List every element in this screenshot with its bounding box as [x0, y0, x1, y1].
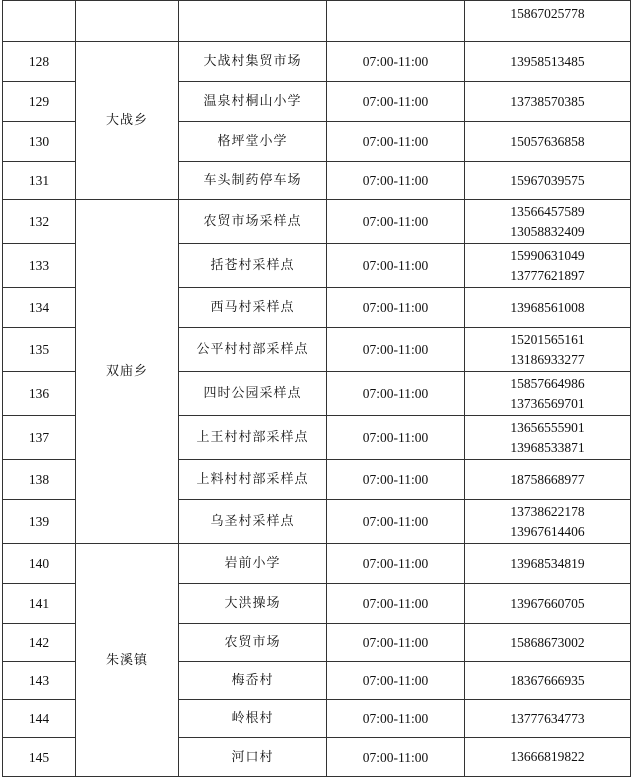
site-cell: 车头制药停车场: [179, 162, 327, 200]
table-row: [3, 42, 631, 82]
time-cell: 07:00-11:00: [327, 738, 465, 777]
phone-cell: [465, 42, 631, 82]
site-cell: 西马村采样点: [179, 288, 327, 328]
phone-number: 15057636858: [510, 133, 585, 149]
time-cell: 07:00-11:00: [327, 122, 465, 162]
row-number-cell: 133: [3, 244, 76, 288]
township-cell: 朱溪镇: [76, 544, 179, 777]
township-cell: 大战乡: [76, 42, 179, 200]
phone-number: 15857664986: [510, 375, 585, 391]
phone-cell: [465, 244, 631, 288]
row-number-cell: 134: [3, 288, 76, 328]
time-cell: 07:00-11:00: [327, 700, 465, 738]
row-number-cell: 129: [3, 82, 76, 122]
time-cell: 07:00-11:00: [327, 288, 465, 328]
row-number-cell: 135: [3, 328, 76, 372]
site-cell: 大洪操场: [179, 584, 327, 624]
phone-cell: [465, 544, 631, 584]
phone-number: 13968533871: [510, 439, 585, 455]
time-cell: 07:00-11:00: [327, 416, 465, 460]
time-cell: 07:00-11:00: [327, 500, 465, 544]
time-cell: 07:00-11:00: [327, 328, 465, 372]
phone-cell: [465, 700, 631, 738]
site-cell: 岩前小学: [179, 544, 327, 584]
phone-number: 15868673002: [510, 634, 585, 650]
row-number-cell: 136: [3, 372, 76, 416]
table-row: [3, 544, 631, 584]
phone-cell: [465, 738, 631, 777]
phone-cell: [465, 662, 631, 700]
phone-cell: [465, 82, 631, 122]
site-cell: 梅岙村: [179, 662, 327, 700]
time-cell: [327, 1, 465, 42]
time-cell: 07:00-11:00: [327, 584, 465, 624]
phone-cell: [465, 372, 631, 416]
phone-cell: [465, 122, 631, 162]
row-number-cell: 131: [3, 162, 76, 200]
phone-number: 13566457589: [510, 203, 585, 219]
time-cell: 07:00-11:00: [327, 372, 465, 416]
phone-cell: [465, 1, 631, 42]
row-number-cell: [3, 1, 76, 42]
time-cell: 07:00-11:00: [327, 662, 465, 700]
site-cell: 农贸市场: [179, 624, 327, 662]
phone-number: 13736569701: [510, 395, 585, 411]
phone-number: 13666819822: [510, 749, 585, 764]
phone-cell: [465, 584, 631, 624]
phone-cell: [465, 328, 631, 372]
phone-cell: [465, 200, 631, 244]
site-cell: 上料村村部采样点: [179, 460, 327, 500]
row-number-cell: 140: [3, 544, 76, 584]
site-cell: 四时公园采样点: [179, 372, 327, 416]
phone-number: 13058832409: [510, 223, 585, 239]
phone-number: 13777621897: [510, 267, 585, 283]
table-row-partial: [3, 1, 631, 42]
time-cell: 07:00-11:00: [327, 200, 465, 244]
row-number-cell: 130: [3, 122, 76, 162]
phone-cell: [465, 416, 631, 460]
phone-number: 15201565161: [510, 331, 585, 347]
site-cell: 温泉村桐山小学: [179, 82, 327, 122]
phone-number: 13968561008: [510, 299, 585, 315]
site-cell: 括苍村采样点: [179, 244, 327, 288]
time-cell: 07:00-11:00: [327, 82, 465, 122]
phone-number: 15967039575: [510, 172, 585, 188]
phone-number: 13738570385: [510, 93, 585, 109]
row-number-cell: 145: [3, 738, 76, 777]
phone-number: 13967614406: [510, 523, 585, 539]
phone-number: 18758668977: [510, 471, 585, 487]
site-cell: 公平村村部采样点: [179, 328, 327, 372]
time-cell: 07:00-11:00: [327, 162, 465, 200]
phone-number: 13967660705: [510, 595, 585, 611]
site-cell: 农贸市场采样点: [179, 200, 327, 244]
row-number-cell: 142: [3, 624, 76, 662]
township-cell: 双庙乡: [76, 200, 179, 544]
row-number-cell: 139: [3, 500, 76, 544]
time-cell: 07:00-11:00: [327, 244, 465, 288]
site-cell: 乌圣村采样点: [179, 500, 327, 544]
time-cell: 07:00-11:00: [327, 42, 465, 82]
phone-number: 15990631049: [510, 247, 585, 263]
phone-number: 15867025778: [510, 6, 585, 21]
row-number-cell: 128: [3, 42, 76, 82]
site-cell: 河口村: [179, 738, 327, 777]
site-cell: 上王村村部采样点: [179, 416, 327, 460]
row-number-cell: 138: [3, 460, 76, 500]
phone-number: 13958513485: [510, 53, 585, 69]
row-number-cell: 132: [3, 200, 76, 244]
phone-number: 13968534819: [510, 555, 585, 571]
phone-cell: [465, 624, 631, 662]
phone-cell: [465, 460, 631, 500]
time-cell: 07:00-11:00: [327, 460, 465, 500]
phone-number: 13777634773: [510, 710, 585, 726]
phone-number: 13656555901: [510, 419, 585, 435]
phone-number: 13738622178: [510, 503, 585, 519]
row-number-cell: 137: [3, 416, 76, 460]
site-cell: 岭根村: [179, 700, 327, 738]
row-number-cell: 141: [3, 584, 76, 624]
site-cell: [179, 1, 327, 42]
phone-cell: [465, 288, 631, 328]
phone-cell: [465, 500, 631, 544]
phone-number: 18367666935: [510, 672, 585, 688]
site-cell: 格坪堂小学: [179, 122, 327, 162]
row-number-cell: 143: [3, 662, 76, 700]
time-cell: 07:00-11:00: [327, 544, 465, 584]
time-cell: 07:00-11:00: [327, 624, 465, 662]
sampling-sites-table: [2, 0, 631, 777]
township-cell: [76, 1, 179, 42]
row-number-cell: 144: [3, 700, 76, 738]
phone-cell: [465, 162, 631, 200]
site-cell: 大战村集贸市场: [179, 42, 327, 82]
phone-number: 13186933277: [510, 351, 585, 367]
table-row: [3, 200, 631, 244]
table-body: [3, 1, 631, 777]
